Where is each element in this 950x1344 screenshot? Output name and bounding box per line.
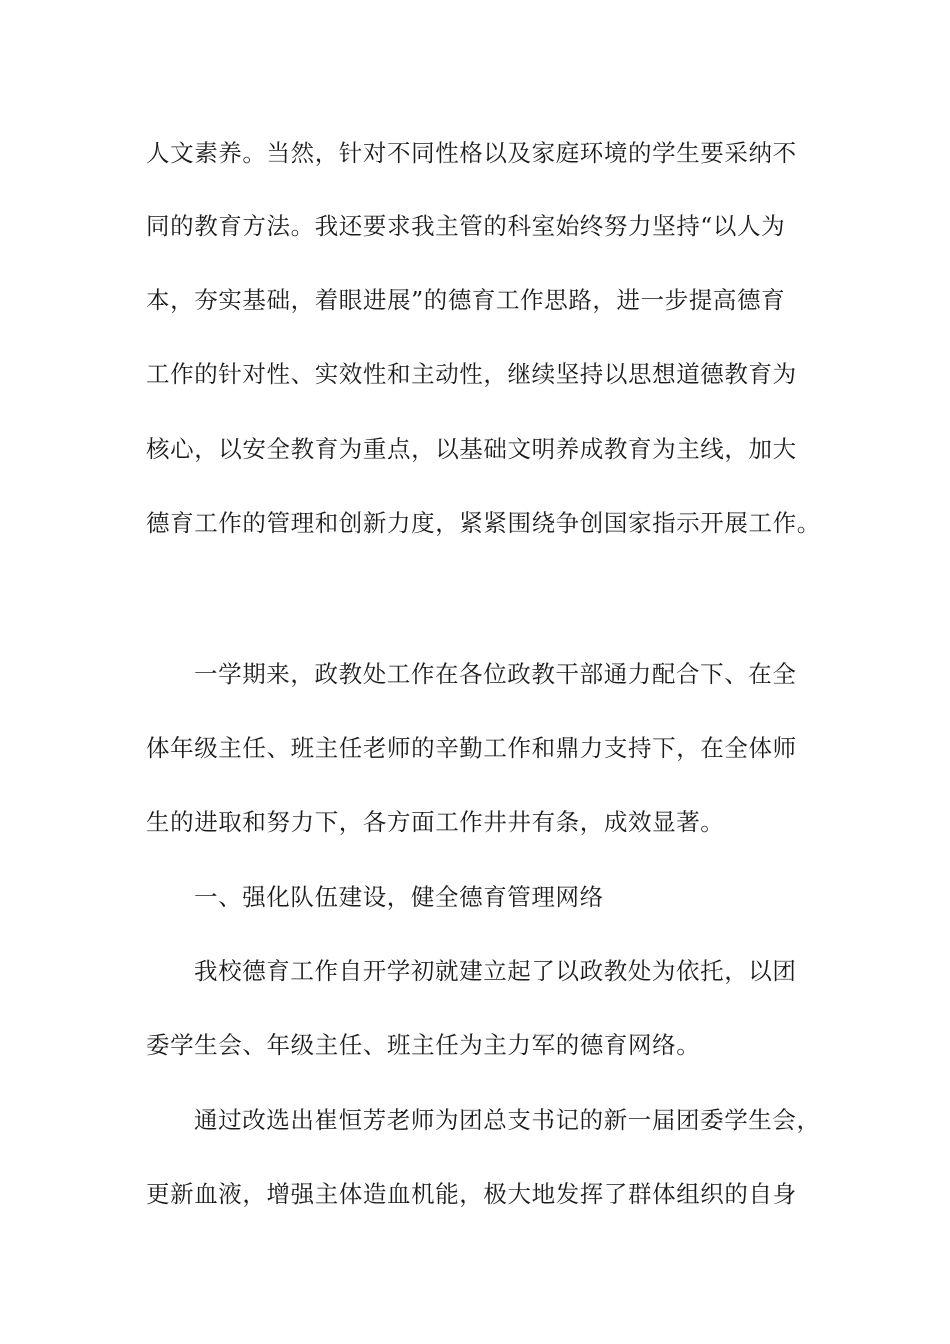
text-line: 德育工作的管理和创新力度，紧紧围绕争创国家指示开展工作。 (146, 509, 821, 537)
text-line: 本，夯实基础，着眼进展”的德育工作思路，进一步提高德育 (146, 286, 786, 314)
section-heading: 一、强化队伍建设，健全德育管理网络 (194, 883, 604, 911)
text-line: 委学生会、年级主任、班主任为主力军的德育网络。 (146, 1031, 701, 1059)
text-line: 人文素养。当然，针对不同性格以及家庭环境的学生要采纳不 (146, 139, 797, 167)
text-line: 生的进取和努力下，各方面工作井井有条，成效显著。 (146, 808, 725, 836)
text-line: 体年级主任、班主任老师的辛勤工作和鼎力支持下，在全体师 (146, 734, 797, 762)
text-line: 工作的针对性、实效性和主动性，继续坚持以思想道德教育为 (146, 360, 797, 388)
text-line: 我校德育工作自开学初就建立起了以政教处为依托，以团 (194, 957, 797, 985)
text-line: 通过改选出崔恒芳老师为团总支书记的新一届团委学生会， (194, 1106, 821, 1134)
text-line: 一学期来，政教处工作在各位政教干部通力配合下、在全 (194, 660, 797, 688)
text-line: 同的教育方法。我还要求我主管的科室始终努力坚持“以人为 (146, 212, 786, 240)
text-line: 更新血液，增强主体造血机能，极大地发挥了群体组织的自身 (146, 1180, 797, 1208)
text-line: 核心，以安全教育为重点，以基础文明养成教育为主线，加大 (146, 435, 797, 463)
